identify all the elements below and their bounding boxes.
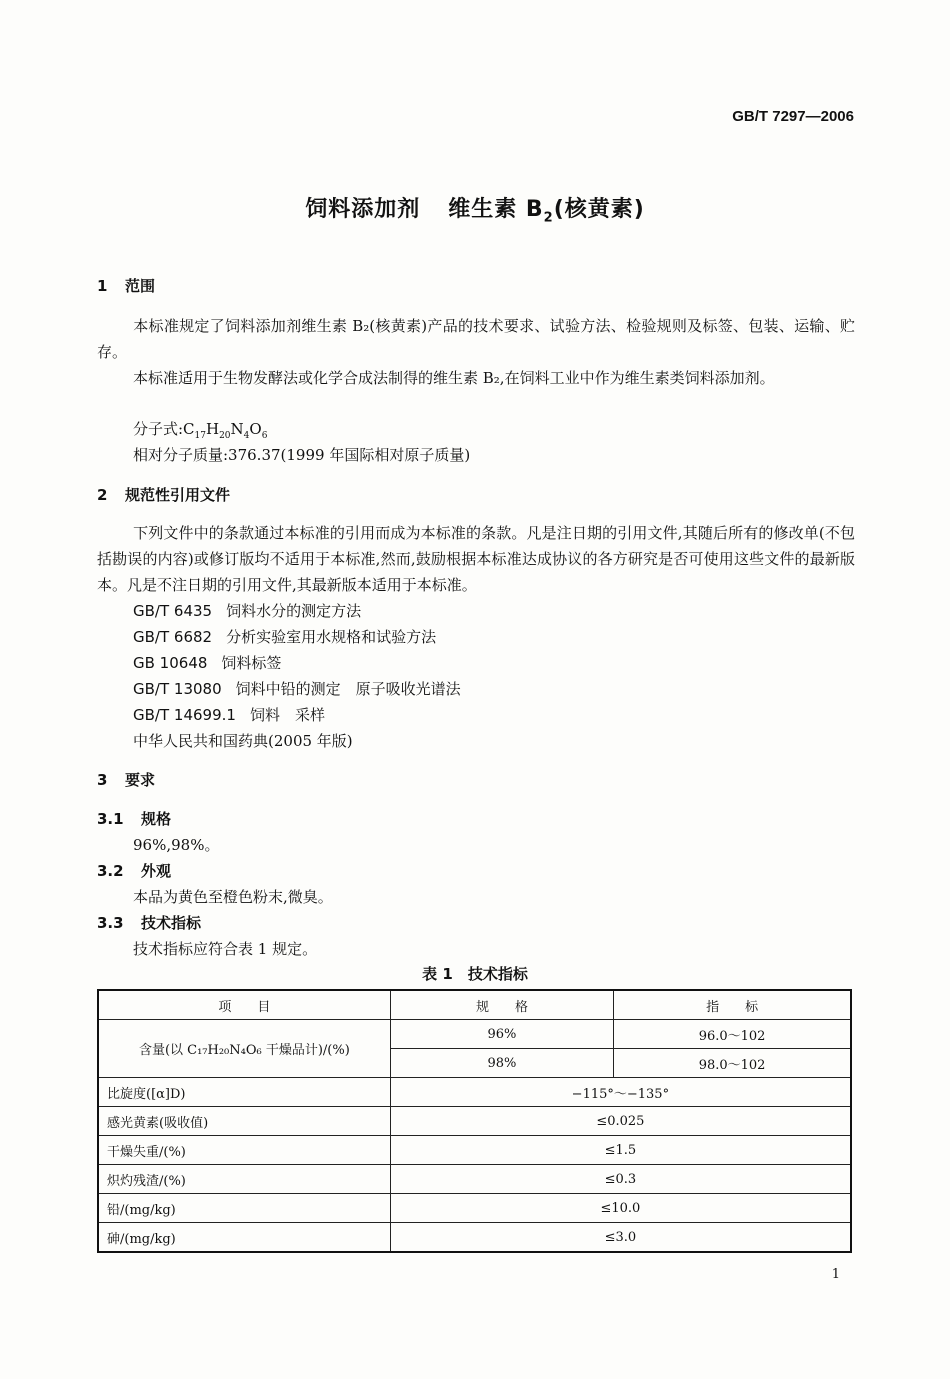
section-1-paragraph-1	[97, 313, 855, 365]
table-header-cell: 规 格	[390, 990, 613, 1020]
reference-code: GB/T 13080	[133, 680, 222, 698]
value-cell: ≤0.025	[390, 1107, 851, 1136]
section-2-paragraph	[97, 520, 855, 598]
item-cell: 铅/(mg/kg)	[98, 1194, 390, 1223]
value-cell: ≤3.0	[390, 1223, 851, 1253]
subsection-3-3-heading	[97, 912, 201, 933]
spec-cell: 98%	[390, 1049, 613, 1078]
section-number: 3	[97, 771, 108, 789]
value-cell: ≤1.5	[390, 1136, 851, 1165]
table-header-cell: 项 目	[98, 990, 390, 1020]
subsection-title: 技术指标	[141, 914, 202, 932]
table-row	[98, 1136, 851, 1165]
technical-index-text: 技术指标应符合表 1 规定。	[133, 940, 318, 958]
spec-cell: 96%	[390, 1020, 613, 1049]
section-1-heading	[97, 275, 155, 296]
subsection-3-1-heading	[97, 808, 171, 829]
value-cell: 96.0～102	[614, 1020, 851, 1049]
reference-code: GB/T 14699.1	[133, 706, 236, 724]
section-2-heading	[97, 484, 230, 505]
reference-name: 中华人民共和国药典(2005 年版)	[133, 732, 353, 750]
subsection-number: 3.2	[97, 862, 124, 880]
technical-index-table	[97, 989, 852, 1253]
subsection-number: 3.3	[97, 914, 124, 932]
value-cell: ≤0.3	[390, 1165, 851, 1194]
title-subscript: 2	[543, 210, 554, 226]
reference-item	[133, 678, 461, 699]
reference-code: GB/T 6435	[133, 602, 213, 620]
section-title: 范围	[125, 277, 156, 295]
document-title	[0, 192, 950, 225]
formula-sub: 4	[243, 431, 250, 441]
title-part-1: 饲料添加剂	[305, 197, 421, 222]
table-row	[98, 1078, 851, 1107]
reference-name: 饲料水分的测定方法	[226, 602, 362, 620]
reference-name: 饲料中铅的测定 原子吸收光谱法	[235, 680, 461, 698]
appearance-text: 本品为黄色至橙色粉末,微臭。	[133, 888, 333, 906]
reference-item	[133, 704, 325, 725]
reference-code: GB 10648	[133, 654, 208, 672]
value-cell: ≤10.0	[390, 1194, 851, 1223]
formula-element: O	[249, 420, 262, 438]
content-item-cell: 含量(以 C₁₇H₂₀N₄O₆ 干燥品计)/(%)	[98, 1020, 390, 1078]
reference-item	[133, 730, 353, 751]
molecular-formula	[133, 418, 267, 441]
value-cell: 98.0～102	[614, 1049, 851, 1078]
table-row	[98, 1194, 851, 1223]
subsection-title: 规格	[141, 810, 172, 828]
reference-name: 饲料标签	[221, 654, 282, 672]
table-row	[98, 1165, 851, 1194]
item-cell: 炽灼残渣/(%)	[98, 1165, 390, 1194]
paragraph-text: 本标准规定了饲料添加剂维生素 B₂(核黄素)产品的技术要求、试验方法、检验规则及标签、包装、运输、贮存。	[97, 317, 855, 361]
paragraph-text: 下列文件中的条款通过本标准的引用而成为本标准的条款。凡是注日期的引用文件,其随后所有的修改单(不包括勘误的内容)或修订版均不适用于本标准,然而,鼓励根据本标准达成协议的各方研究是否可使用这些文件的最新版本。凡是不注日期的引用文件,其最新版本适用于本标准。	[97, 524, 855, 594]
table-row	[98, 1020, 851, 1049]
section-3-heading	[97, 769, 155, 790]
page-number: 1	[831, 1267, 840, 1282]
reference-item	[133, 600, 361, 621]
reference-code: GB/T 6682	[133, 628, 213, 646]
section-title: 规范性引用文件	[125, 486, 231, 504]
subsection-title: 外观	[141, 862, 172, 880]
item-cell: 比旋度([α]D)	[98, 1078, 390, 1107]
section-title: 要求	[125, 771, 156, 789]
section-number: 2	[97, 486, 108, 504]
formula-sub: 6	[261, 431, 268, 441]
formula-label: 分子式:C	[133, 420, 195, 438]
title-part-3: (核黄素)	[553, 197, 645, 222]
subsection-number: 3.1	[97, 810, 124, 828]
table-row	[98, 1107, 851, 1136]
item-cell: 砷/(mg/kg)	[98, 1223, 390, 1253]
table-caption: 表 1 技术指标	[422, 965, 528, 983]
item-cell: 感光黄素(吸收值)	[98, 1107, 390, 1136]
reference-name: 饲料 采样	[249, 706, 325, 724]
title-part-2: 维生素 B	[448, 197, 544, 222]
reference-item	[133, 652, 281, 673]
value-cell: −115°～−135°	[390, 1078, 851, 1107]
table-row	[98, 1223, 851, 1253]
spec-text: 96%,98%。	[133, 836, 220, 854]
molecular-mass: 相对分子质量:376.37(1999 年国际相对原子质量)	[133, 446, 471, 464]
formula-sub: 17	[194, 431, 206, 441]
paragraph-text: 本标准适用于生物发酵法或化学合成法制得的维生素 B₂,在饲料工业中作为维生素类饲料添加剂。	[133, 369, 775, 387]
formula-element: H	[205, 420, 220, 438]
reference-name: 分析实验室用水规格和试验方法	[226, 628, 437, 646]
item-cell: 干燥失重/(%)	[98, 1136, 390, 1165]
section-1-paragraph-2	[97, 365, 855, 391]
formula-element: N	[230, 420, 244, 438]
subsection-3-2-heading	[97, 860, 171, 881]
reference-item	[133, 626, 436, 647]
table-header-cell: 指 标	[614, 990, 851, 1020]
standard-code: GB/T 7297—2006	[732, 108, 854, 125]
section-number: 1	[97, 277, 108, 295]
table-header-row	[98, 990, 851, 1020]
formula-sub: 20	[219, 431, 231, 441]
